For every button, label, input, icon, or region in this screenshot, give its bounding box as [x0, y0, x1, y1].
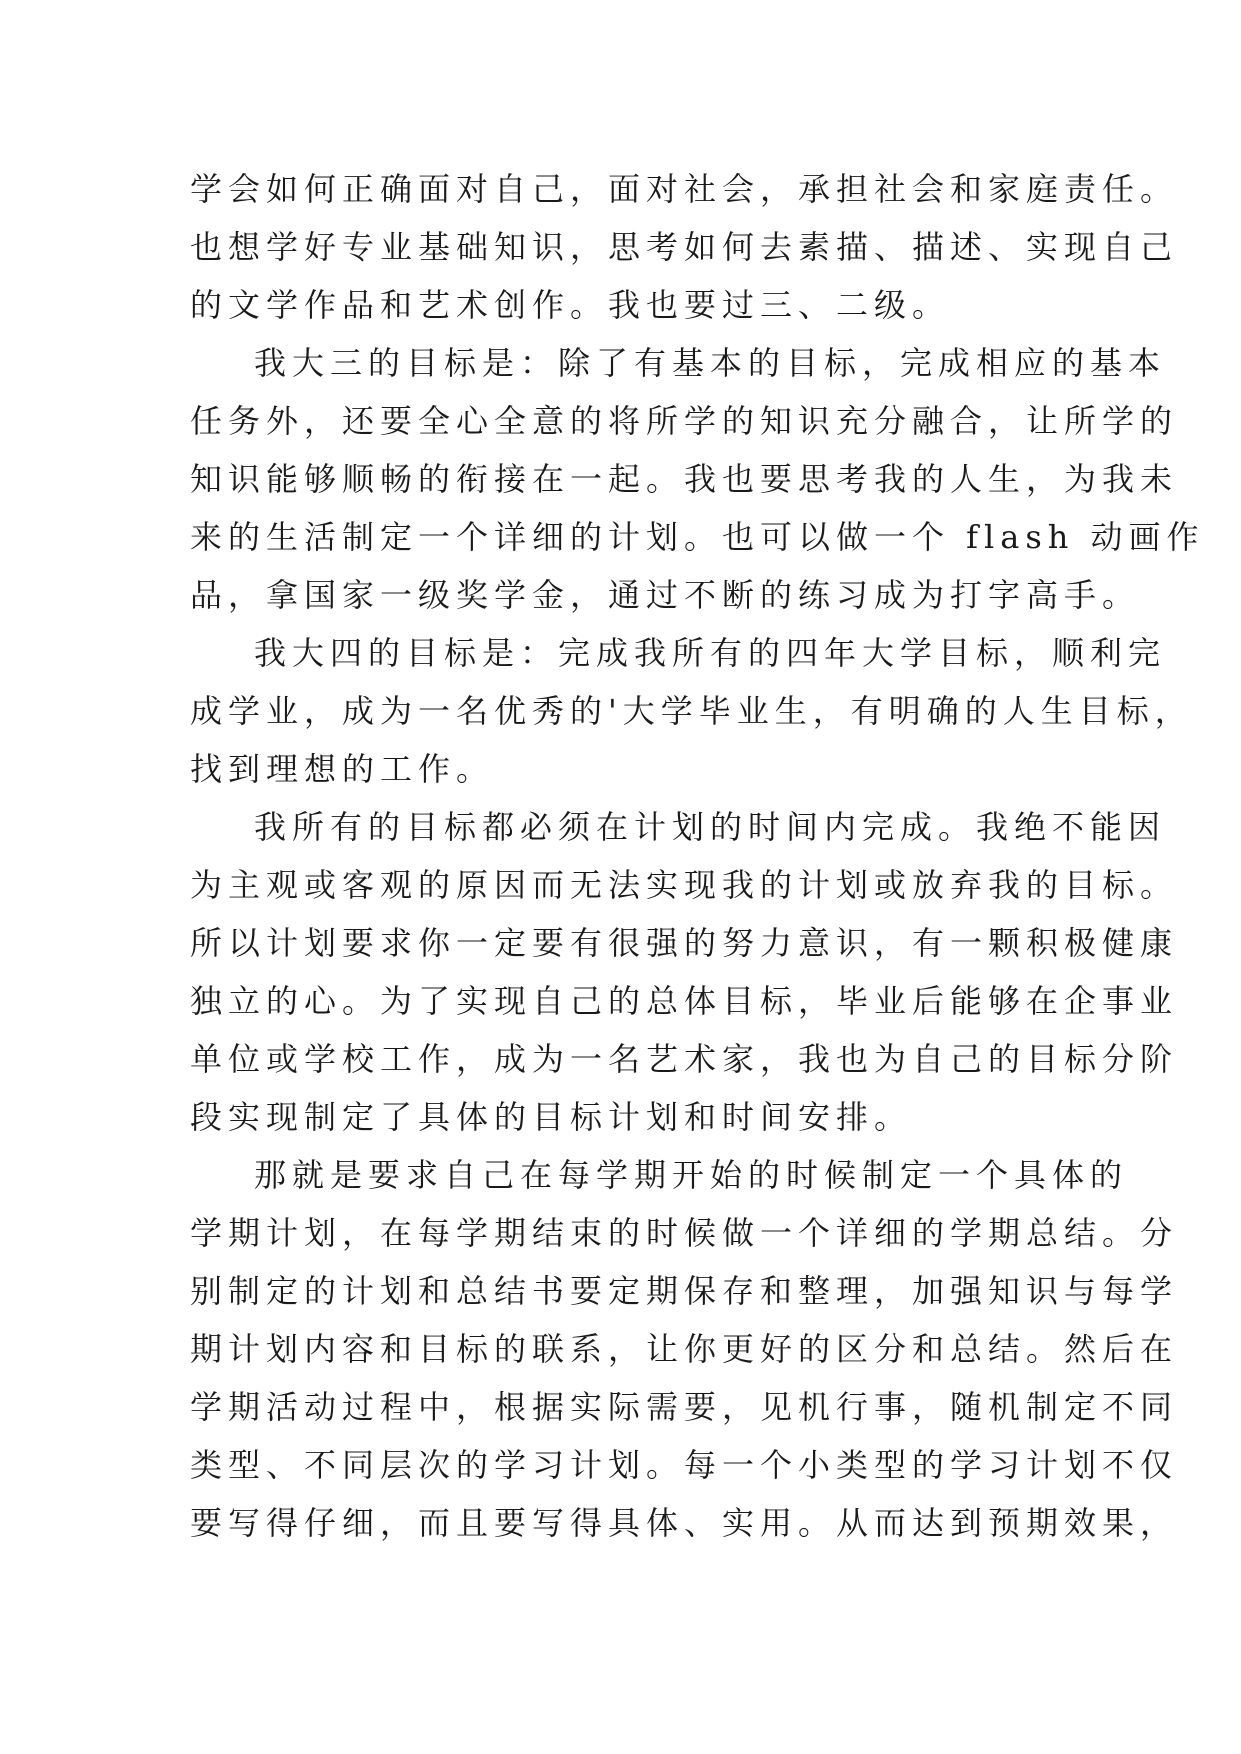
- text-line: 所以计划要求你一定要有很强的努力意识，有一颗积极健康: [190, 924, 1179, 962]
- text-line: 品，拿国家一级奖学金，通过不断的练习成为打字高手。: [190, 576, 1141, 614]
- text-line: 段实现制定了具体的目标计划和时间安排。: [190, 1098, 913, 1136]
- text-line: 单位或学校工作，成为一名艺术家，我也为自己的目标分阶: [190, 1040, 1179, 1078]
- text-line: 的文学作品和艺术创作。我也要过三、二级。: [190, 286, 951, 324]
- text-line: 学期活动过程中，根据实际需要，见机行事，随机制定不同: [190, 1388, 1179, 1426]
- text-line: 学会如何正确面对自己，面对社会，承担社会和家庭责任。: [190, 170, 1179, 208]
- text-line: 也想学好专业基础知识，思考如何去素描、描述、实现自己: [190, 228, 1179, 266]
- paragraph-start-line: 我所有的目标都必须在计划的时间内完成。我绝不能因: [254, 808, 1167, 846]
- text-line: 期计划内容和目标的联系，让你更好的区分和总结。然后在: [190, 1330, 1179, 1368]
- text-line: 知识能够顺畅的衔接在一起。我也要思考我的人生，为我未: [190, 460, 1179, 498]
- text-line: 成学业，成为一名优秀的'大学毕业生，有明确的人生目标，: [190, 692, 1193, 730]
- paragraph-start-line: 我大四的目标是：完成我所有的四年大学目标，顺利完: [254, 634, 1167, 672]
- text-line: 独立的心。为了实现自己的总体目标，毕业后能够在企事业: [190, 982, 1179, 1020]
- text-line: 任务外，还要全心全意的将所学的知识充分融合，让所学的: [190, 402, 1179, 440]
- text-line: 来的生活制定一个详细的计划。也可以做一个 flash 动画作: [190, 518, 1205, 556]
- text-line: 找到理想的工作。: [190, 750, 495, 788]
- text-line: 学期计划，在每学期结束的时候做一个详细的学期总结。分: [190, 1214, 1179, 1252]
- paragraph-start-line: 那就是要求自己在每学期开始的时候制定一个具体的: [254, 1156, 1129, 1194]
- text-line: 别制定的计划和总结书要定期保存和整理，加强知识与每学: [190, 1272, 1179, 1310]
- text-line: 类型、不同层次的学习计划。每一个小类型的学习计划不仅: [190, 1446, 1179, 1484]
- text-line: 要写得仔细，而且要写得具体、实用。从而达到预期效果，: [190, 1504, 1179, 1542]
- text-line: 为主观或客观的原因而无法实现我的计划或放弃我的目标。: [190, 866, 1179, 904]
- paragraph-start-line: 我大三的目标是：除了有基本的目标，完成相应的基本: [254, 344, 1167, 382]
- document-body: [190, 160, 1205, 1552]
